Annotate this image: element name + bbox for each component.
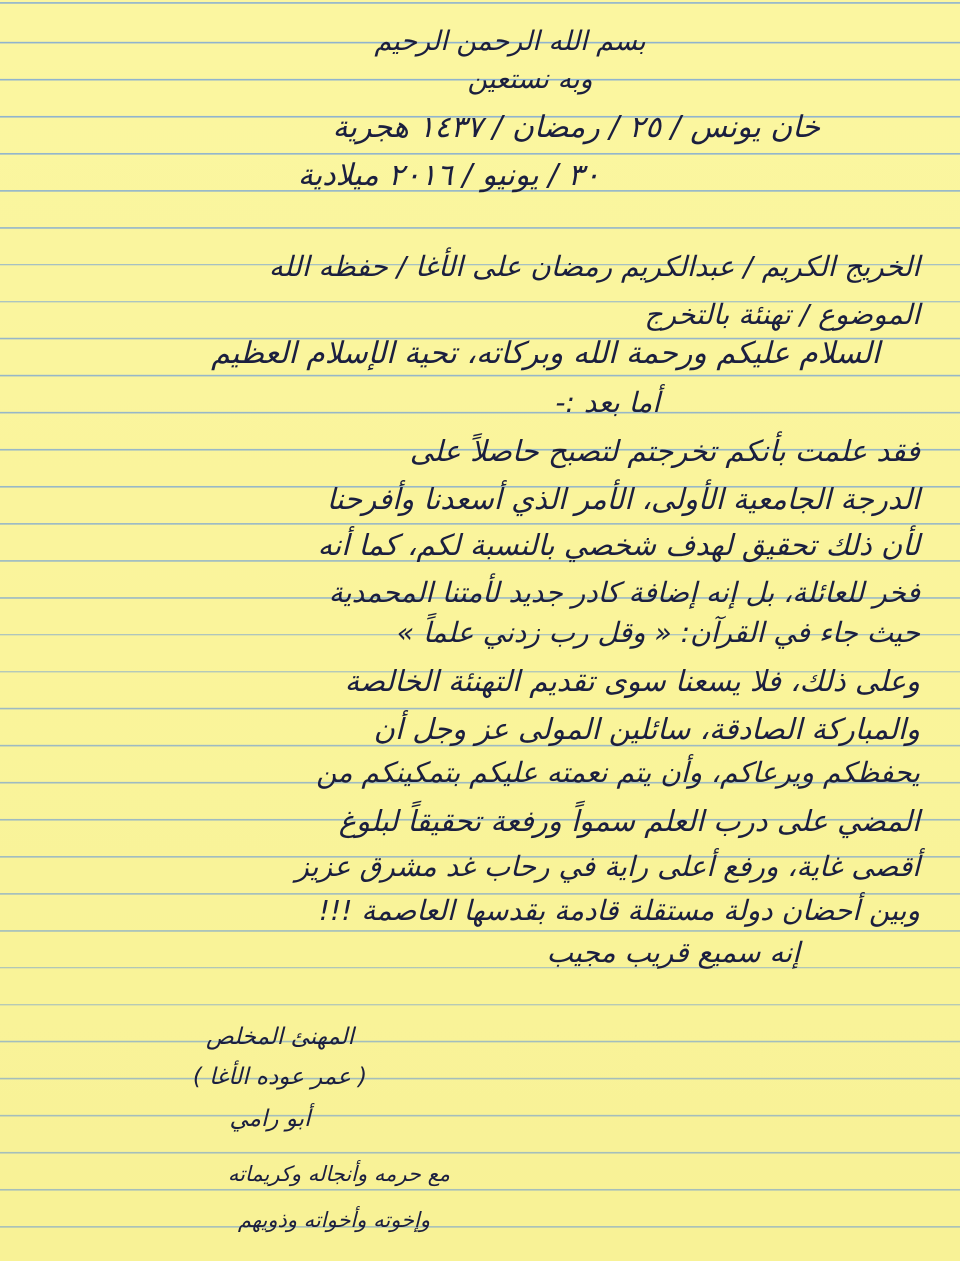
invocation: وبه نستعين [467,64,593,95]
basmala: بسم الله الرحمن الرحيم [374,26,646,57]
recipient-line: الخريج الكريم / عبدالكريم رمضان على الأغا / حفظه الله [268,250,920,283]
body-line: المضي على درب العلم سمواً ورفعة تحقيقاً لبلوغ [338,804,920,838]
signature-name: ( عمر عوده الأغا ) [192,1064,368,1090]
body-line: الدرجة الجامعية الأولى، الأمر الذي أسعدنا وأفرحنا [326,482,920,516]
signature-family-line: وإخوته وأخواته وذويهم [237,1208,430,1232]
body-line: وعلى ذلك، فلا يسعنا سوى تقديم التهنئة الخالصة [344,664,920,698]
body-line: فخر للعائلة، بل إنه إضافة كادر جديد لأمتنا المحمدية [328,576,920,609]
body-line: أقصى غاية، ورفع أعلى راية في رحاب غد مشرق عزيز [295,850,920,883]
body-line: وبين أحضان دولة مستقلة قادمة بقدسها العاصمة !!! [318,894,920,927]
date-gregorian: ٣٠ / يونيو / ٢٠١٦ ميلادية [297,158,600,193]
subject-line: الموضوع / تهنئة بالتخرج [644,298,920,331]
closing-prayer: إنه سميع قريب مجيب [546,936,800,969]
date-hijri: خان يونس / ٢٥ / رمضان / ١٤٣٧ هجرية [332,110,820,145]
greeting-line: السلام عليكم ورحمة الله وبركاته، تحية الإسلام العظيم [211,336,880,371]
signature-title: المهنئ المخلص [205,1024,355,1050]
body-line: يحفظكم ويرعاكم، وأن يتم نعمته عليكم بتمكينكم من [316,756,920,789]
signature-kunya: أبو رامي [229,1106,311,1132]
body-line: فقد علمت بأنكم تخرجتم لتصبح حاصلاً على [409,434,920,468]
amma-baad: أما بعد :- [555,386,660,419]
body-line: والمباركة الصادقة، سائلين المولى عز وجل أن [373,712,920,746]
body-line: حيث جاء في القرآن: « وقل رب زدني علماً » [396,616,920,649]
body-line: لأن ذلك تحقيق لهدف شخصي بالنسبة لكم، كما أنه [317,528,920,562]
signature-family-line: مع حرمه وأنجاله وكريماته [227,1162,450,1186]
